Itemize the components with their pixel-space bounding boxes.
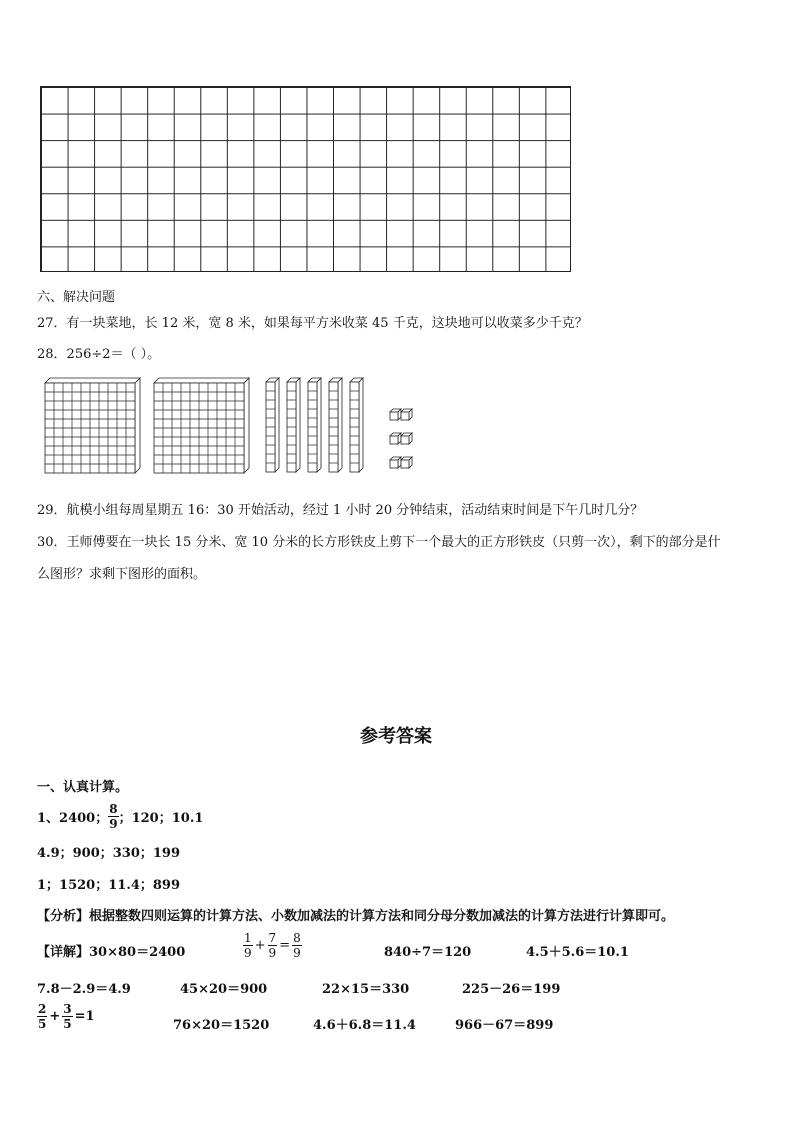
detail-row2-c1: 7.8－2.9＝4.9: [37, 982, 131, 997]
one-cube-6: [401, 457, 412, 468]
detail-row1-c3: 840÷7＝120: [384, 945, 472, 960]
detail-row2-c4: 225－26＝199: [462, 982, 561, 997]
one-cube-3: [390, 433, 401, 444]
hundred-flat-2: [154, 378, 249, 473]
answer-1-fraction: $\frac{8}{9}$: [109, 802, 118, 831]
section1-title: 一、认真计算。: [37, 780, 129, 795]
answer-grid: [40, 86, 571, 272]
one-cube-5: [390, 457, 401, 468]
detail-row1-fraction-sum: $\frac{1}{9}$ + $\frac{7}{9}$ = $\frac{8}{9}$: [244, 931, 301, 960]
base-ten-blocks-figure: [40, 378, 430, 478]
analysis: [37, 905, 674, 924]
section6-title: 六、解决问题: [37, 290, 116, 305]
analysis-text: 根据整数四则运算的计算方法、小数加减法的计算方法和同分母分数加减法的计算方法进行计算即可。: [89, 909, 675, 924]
question-29: 29．航模小组每周星期五 16：30 开始活动，经过 1 小时 20 分钟结束，活动结束时间是下午几时几分？: [37, 503, 644, 518]
ten-rod-1: [266, 378, 279, 472]
detail-row2-c3: 22×15＝330: [322, 982, 410, 997]
detail-row3-c3: 4.6＋6.8＝11.4: [313, 1018, 416, 1033]
answer-line-2: 4.9；900；330；199: [37, 846, 181, 861]
ten-rod-2: [287, 378, 300, 472]
detail-row3-fraction-sum: $\frac{2}{5}$ + $\frac{3}{5}$ =1: [38, 1002, 95, 1031]
question-30-line1: 30．王师傅要在一块长 15 分米、宽 10 分米的长方形铁皮上剪下一个最大的正方形铁皮（只剪一次），剩下的部分是什: [37, 535, 721, 550]
detail-tag: 【详解】: [37, 945, 90, 960]
detail-row3-c4: 966－67＝899: [455, 1018, 554, 1033]
answer-1-prefix: 1、2400；: [37, 811, 109, 826]
detail-row3-c2: 76×20＝1520: [173, 1018, 270, 1033]
ten-rod-5: [350, 378, 363, 472]
detail-row1-c4: 4.5＋5.6＝10.1: [526, 945, 629, 960]
hundred-flat-1: [45, 378, 140, 473]
answer-1-suffix: ；120；10.1: [118, 811, 204, 826]
question-30-line2: 么图形？求剩下图形的面积。: [37, 567, 207, 582]
analysis-tag: 【分析】: [37, 909, 90, 924]
one-cube-1: [390, 409, 401, 420]
one-cube-2: [401, 409, 412, 420]
answers-title: 参考答案: [360, 726, 432, 747]
detail-row1-c1: 【详解】30×80＝2400: [37, 945, 186, 960]
detail-row2-c2: 45×20＝900: [180, 982, 268, 997]
answer-line-3: 1；1520；11.4；899: [37, 878, 181, 893]
ten-rod-3: [308, 378, 321, 472]
one-cube-4: [401, 433, 412, 444]
question-27: 27．有一块菜地，长 12 米，宽 8 米，如果每平方米收菜 45 千克，这块地可以收菜多少千克？: [37, 316, 588, 331]
ten-rod-4: [329, 378, 342, 472]
question-28: 28．256÷2＝（ ）。: [37, 347, 161, 362]
answer-line-1: [37, 802, 203, 831]
